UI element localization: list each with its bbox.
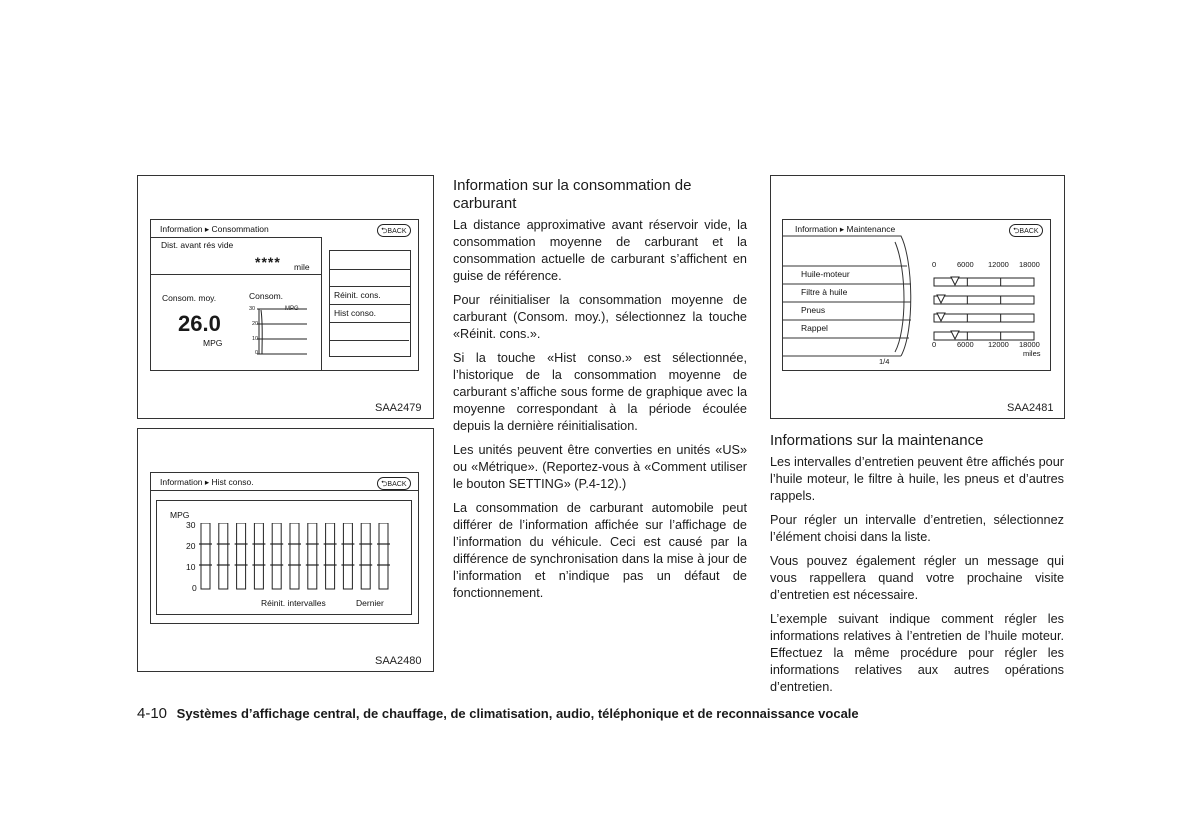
interval-bar bbox=[934, 314, 1034, 322]
list-item-huile-moteur[interactable]: Huile-moteur bbox=[801, 269, 850, 279]
interval-bar bbox=[934, 332, 1034, 340]
paragraph: Les unités peuvent être converties en unités «US» ou «Métrique». (Reportez-vous à «Comment utiliser le bouton SETTING» (P.4-12).) bbox=[453, 443, 747, 491]
back-button[interactable] bbox=[377, 224, 411, 237]
interval-marker-icon bbox=[951, 331, 959, 339]
back-button[interactable] bbox=[1009, 224, 1043, 237]
scale-unit: miles bbox=[1023, 349, 1041, 358]
history-bar bbox=[201, 523, 210, 589]
menu-item-empty-2[interactable] bbox=[329, 268, 411, 287]
history-bar bbox=[361, 523, 370, 589]
scale-top-18000: 18000 bbox=[1019, 260, 1040, 269]
paragraph: Vous pouvez également régler un message qui vous rappellera quand votre prochaine visite d’entretien est nécessaire. bbox=[770, 554, 1064, 602]
distance-unit: mile bbox=[294, 262, 310, 272]
back-button[interactable] bbox=[377, 477, 411, 490]
page-indicator: 1/4 bbox=[879, 357, 890, 366]
history-bar bbox=[308, 523, 317, 589]
average-value: 26.0 bbox=[178, 311, 221, 336]
section-maintenance bbox=[770, 432, 1064, 703]
menu-item-empty-1[interactable] bbox=[329, 250, 411, 270]
back-arrow-icon: ⮌ bbox=[381, 479, 388, 488]
chapter-title: Systèmes d’affichage central, de chauffage, de climatisation, audio, téléphonique et de reconnaissance vocale bbox=[176, 706, 859, 721]
history-bar bbox=[326, 523, 335, 589]
paragraph: Pour réinitialiser la consommation moyenne de carburant (Consom. moy.), sélectionnez la touche «Réinit. cons.». bbox=[453, 293, 747, 341]
average-unit: MPG bbox=[203, 338, 223, 348]
figure-consommation bbox=[137, 175, 434, 419]
section-title: Informations sur la maintenance bbox=[770, 432, 984, 449]
section-title: Information sur la consommation de carburant bbox=[453, 177, 692, 212]
history-bar bbox=[379, 523, 388, 589]
figure-hist-conso bbox=[137, 428, 434, 672]
scale-top-6000: 6000 bbox=[957, 260, 974, 269]
history-bar bbox=[237, 523, 246, 589]
scale-top-12000: 12000 bbox=[988, 260, 1009, 269]
history-bar bbox=[272, 523, 281, 589]
section-consommation bbox=[453, 177, 747, 609]
back-label: BACK bbox=[387, 228, 407, 235]
graph-label: Consom. bbox=[249, 291, 284, 301]
paragraph: Les intervalles d’entretien peuvent être affichés pour l’huile moteur, le filtre à huile, les pneus et d’autres rappels. bbox=[770, 455, 1064, 503]
screen-consommation bbox=[150, 219, 419, 371]
interval-marker-icon bbox=[951, 277, 959, 285]
back-arrow-icon: ⮌ bbox=[381, 226, 388, 235]
distance-label: Dist. avant rés vide bbox=[161, 240, 234, 250]
interval-bar bbox=[934, 296, 1034, 304]
graph-tick-10: 10 bbox=[252, 336, 259, 342]
screen-maintenance bbox=[782, 219, 1051, 371]
graph-tick-30: 30 bbox=[249, 306, 256, 312]
paragraph: Si la touche «Hist conso.» est sélectionnée, l’historique de la consommation moyenne de carburant s’affiche sous forme de graphique avec la moyenne correspondant à la période écoulée depuis la dernière réinitialisation. bbox=[453, 351, 747, 433]
vertical-divider bbox=[321, 237, 322, 370]
screen-header: Information ▸ Hist conso. bbox=[160, 477, 254, 487]
list-item-filtre-huile[interactable]: Filtre à huile bbox=[801, 287, 848, 297]
y-tick-0: 0 bbox=[192, 583, 197, 593]
y-tick-10: 10 bbox=[186, 562, 196, 572]
scale-bottom-0: 0 bbox=[932, 340, 937, 349]
history-unit: MPG bbox=[170, 510, 190, 520]
back-label: BACK bbox=[1019, 228, 1039, 235]
page-number: 4-10 bbox=[137, 705, 168, 722]
back-arrow-icon: ⮌ bbox=[1013, 226, 1020, 235]
scale-top-0: 0 bbox=[932, 260, 937, 269]
history-bar bbox=[254, 523, 263, 589]
distance-value: **** bbox=[255, 254, 281, 270]
y-tick-20: 20 bbox=[186, 541, 196, 551]
screen-header: Information ▸ Maintenance bbox=[795, 224, 896, 234]
interval-bar bbox=[934, 278, 1034, 286]
distance-divider bbox=[151, 274, 321, 275]
y-tick-30: 30 bbox=[186, 520, 196, 530]
paragraph: L’exemple suivant indique comment régler les informations relatives à l’entretien de l’huile moteur. Effectuez la même procédure pour régler les informations relatives aux autres opérations d’entretien. bbox=[770, 612, 1064, 694]
history-bar bbox=[290, 523, 299, 589]
menu-item-empty-3-line bbox=[329, 340, 409, 341]
graph-tick-0: 0 bbox=[255, 350, 259, 356]
figure-code: SAA2481 bbox=[1007, 402, 1054, 414]
scale-bottom-18000: 18000 bbox=[1019, 340, 1040, 349]
header-divider bbox=[151, 490, 418, 491]
paragraph: Pour régler un intervalle d’entretien, sélectionnez l’élément choisi dans la liste. bbox=[770, 513, 1064, 544]
interval-marker-icon bbox=[937, 295, 945, 303]
graph-tick-20: 20 bbox=[252, 321, 259, 327]
back-label: BACK bbox=[387, 481, 407, 488]
screen-header: Information ▸ Consommation bbox=[160, 224, 269, 234]
page-footer bbox=[137, 705, 859, 722]
scale-bottom-12000: 12000 bbox=[988, 340, 1009, 349]
menu-item-reinit-cons[interactable]: Réinit. cons. bbox=[329, 286, 411, 305]
list-item-rappel[interactable]: Rappel bbox=[801, 323, 828, 333]
paragraph: La consommation de carburant automobile peut différer de l’information affichée sur l’affichage de l’information du véhicule. Ceci est causé par la différence de synchronisation dans la mise à jour de l’information et n’indique pas un défaut de fonctionnement. bbox=[453, 501, 747, 600]
figure-code: SAA2480 bbox=[375, 655, 422, 667]
average-label: Consom. moy. bbox=[162, 293, 217, 303]
paragraph: La distance approximative avant réservoir vide, la consommation moyenne de carburant et la consommation actuelle de carburant s’affichent en guise de référence. bbox=[453, 218, 747, 283]
list-item-pneus[interactable]: Pneus bbox=[801, 305, 826, 315]
scale-bottom-6000: 6000 bbox=[957, 340, 974, 349]
interval-marker-icon bbox=[937, 313, 945, 321]
history-bar bbox=[219, 523, 228, 589]
menu-item-hist-conso[interactable]: Hist conso. bbox=[329, 304, 411, 323]
screen-hist-conso bbox=[150, 472, 419, 624]
maintenance-bars bbox=[931, 270, 1041, 342]
figure-code: SAA2479 bbox=[375, 402, 422, 414]
x-label-dernier: Dernier bbox=[356, 598, 384, 608]
figure-maintenance bbox=[770, 175, 1065, 419]
graph-unit: MPG bbox=[285, 306, 299, 312]
header-divider bbox=[151, 237, 321, 238]
x-label-reinit: Réinit. intervalles bbox=[261, 598, 326, 608]
history-bar bbox=[343, 523, 352, 589]
history-bars bbox=[199, 523, 399, 593]
